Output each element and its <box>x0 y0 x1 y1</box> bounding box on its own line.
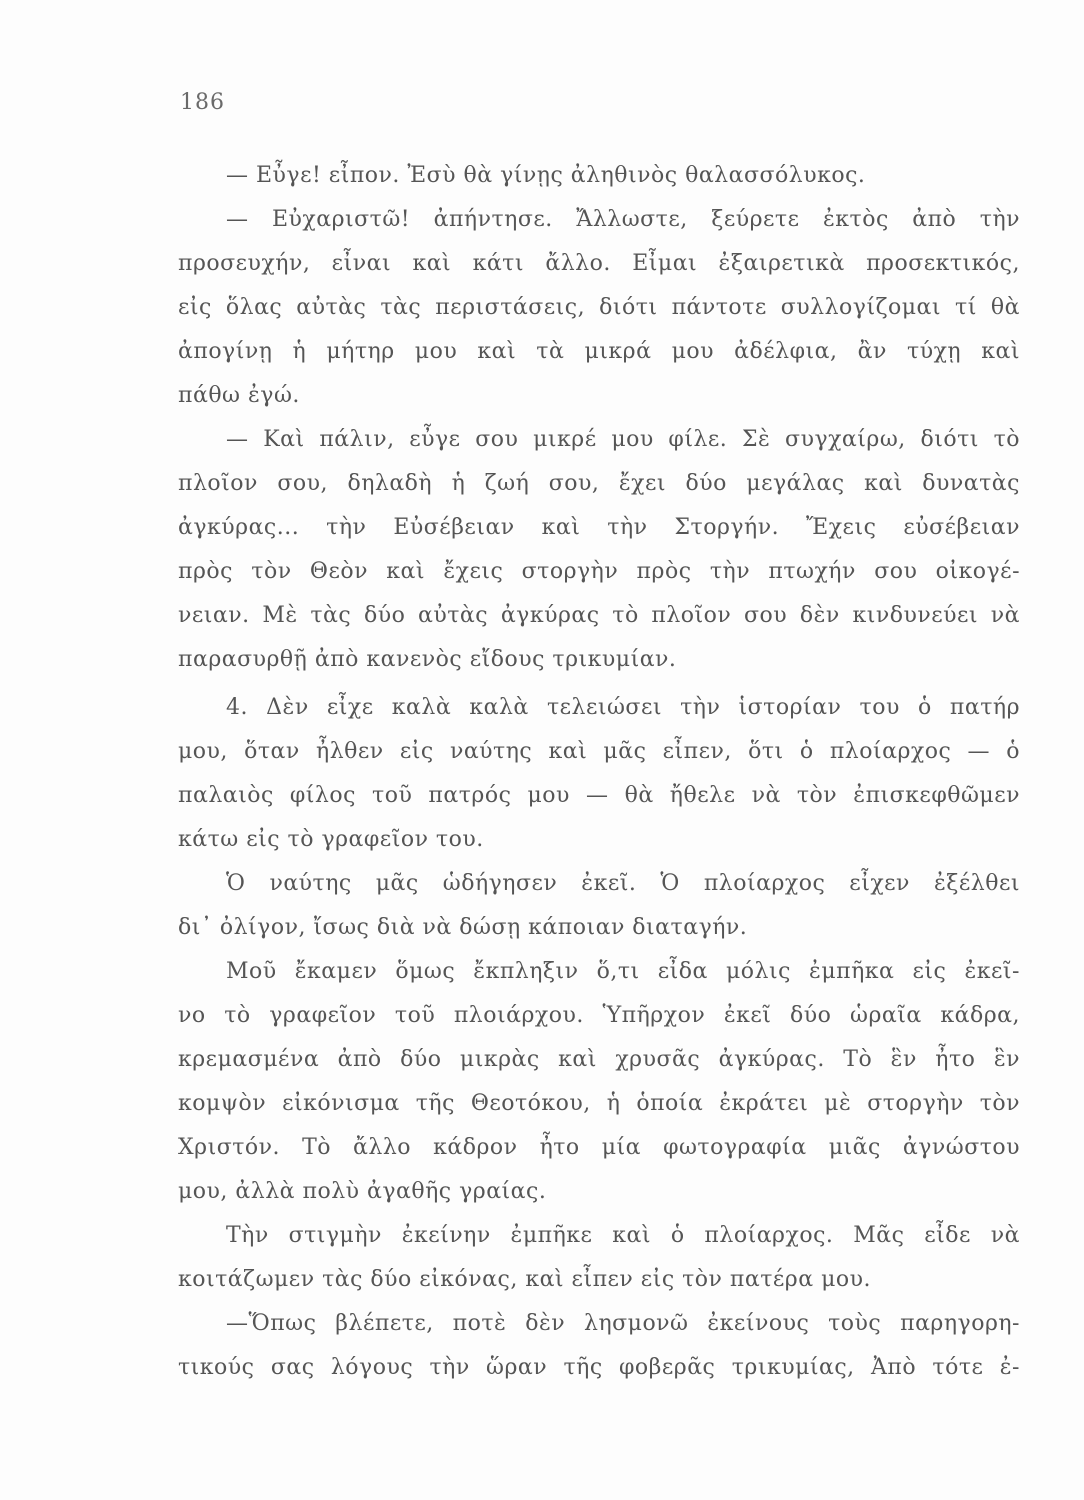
text-line: 4. Δὲν εἶχε καλὰ καλὰ τελειώσει τὴν ἱστορίαν του ὁ πατήρ <box>226 695 1020 720</box>
text-line: δι᾽ ὀλίγον, ἴσως διὰ νὰ δώσῃ κάποιαν διαταγήν. <box>178 915 748 940</box>
text-line: παρασυρθῇ ἀπὸ κανενὸς εἴδους τρικυμίαν. <box>178 647 677 672</box>
text-line: ἀπογίνῃ ἡ μήτηρ μου καὶ τὰ μικρά μου ἀδέλφια, ἂν τύχῃ καὶ <box>178 339 1020 364</box>
text-line: —Ὅπως βλέπετε, ποτὲ δὲν λησμονῶ ἐκείνους τοὺς παρηγορη- <box>226 1311 1020 1336</box>
text-line: κομψὸν εἰκόνισμα τῆς Θεοτόκου, ἡ ὁποία ἐκράτει μὲ στοργὴν τὸν <box>178 1091 1020 1116</box>
text-section-4 <box>178 686 1020 1390</box>
text-line: νειαν. Μὲ τὰς δύο αὐτὰς ἀγκύρας τὸ πλοῖον σου δὲν κινδυνεύει νὰ <box>178 603 1020 628</box>
text-line: πλοῖον σου, δηλαδὴ ἡ ζωή σου, ἔχει δύο μεγάλας καὶ δυνατὰς <box>178 471 1020 496</box>
text-line: ἀγκύρας... τὴν Εὐσέβειαν καὶ τὴν Στοργήν. Ἔχεις εὐσέβειαν <box>178 515 1020 540</box>
text-line: μου, ὅταν ἦλθεν εἰς ναύτης καὶ μᾶς εἶπεν, ὅτι ὁ πλοίαρχος — ὁ <box>178 739 1020 764</box>
text-line: τικούς σας λόγους τὴν ὥραν τῆς φοβερᾶς τρικυμίας, Ἀπὸ τότε ἐ- <box>178 1355 1020 1380</box>
text-line: προσευχήν, εἶναι καὶ κάτι ἄλλο. Εἶμαι ἐξαιρετικὰ προσεκτικός, <box>178 251 1020 276</box>
text-line: νο τὸ γραφεῖον τοῦ πλοιάρχου. Ὑπῆρχον ἐκεῖ δύο ὡραῖα κάδρα, <box>178 1003 1020 1028</box>
text-line: παλαιὸς φίλος τοῦ πατρός μου — θὰ ἤθελε νὰ τὸν ἐπισκεφθῶμεν <box>178 783 1020 808</box>
text-line: Τὴν στιγμὴν ἐκείνην ἐμπῆκε καὶ ὁ πλοίαρχος. Μᾶς εἶδε νὰ <box>226 1223 1020 1248</box>
text-line: πρὸς τὸν Θεὸν καὶ ἔχεις στοργὴν πρὸς τὴν πτωχήν σου οἰκογέ- <box>178 559 1020 584</box>
text-line: εἰς ὅλας αὐτὰς τὰς περιστάσεις, διότι πάντοτε συλλογίζομαι τί θὰ <box>178 295 1020 320</box>
page-number: 186 <box>180 90 225 115</box>
text-line: κρεμασμένα ἀπὸ δύο μικρὰς καὶ χρυσᾶς ἀγκύρας. Τὸ ἓν ἦτο ἓν <box>178 1047 1020 1072</box>
text-line: κάτω εἰς τὸ γραφεῖον του. <box>178 827 484 852</box>
text-line: — Εὖγε! εἶπον. Ἐσὺ θὰ γίνῃς ἀληθινὸς θαλασσόλυκος. <box>226 163 866 188</box>
text-line: κοιτάζωμεν τὰς δύο εἰκόνας, καὶ εἶπεν εἰς τὸν πατέρα μου. <box>178 1267 872 1292</box>
text-line: μου, ἀλλὰ πολὺ ἀγαθῆς γραίας. <box>178 1179 547 1204</box>
text-line: — Καὶ πάλιν, εὖγε σου μικρέ μου φίλε. Σὲ συγχαίρω, διότι τὸ <box>226 427 1020 452</box>
text-line: Μοῦ ἔκαμεν ὅμως ἔκπληξιν ὅ,τι εἶδα μόλις ἐμπῆκα εἰς ἐκεῖ- <box>226 959 1020 984</box>
text-section-dialogue <box>178 154 1020 682</box>
text-line: Ὁ ναύτης μᾶς ὡδήγησεν ἐκεῖ. Ὁ πλοίαρχος εἶχεν ἐξέλθει <box>226 871 1020 896</box>
text-line: Χριστόν. Τὸ ἄλλο κάδρον ἦτο μία φωτογραφία μιᾶς ἀγνώστου <box>178 1135 1020 1160</box>
text-line: πάθω ἐγώ. <box>178 383 300 408</box>
text-line: — Εὐχαριστῶ! ἀπήντησε. Ἄλλωστε, ξεύρετε ἐκτὸς ἀπὸ τὴν <box>226 207 1020 232</box>
